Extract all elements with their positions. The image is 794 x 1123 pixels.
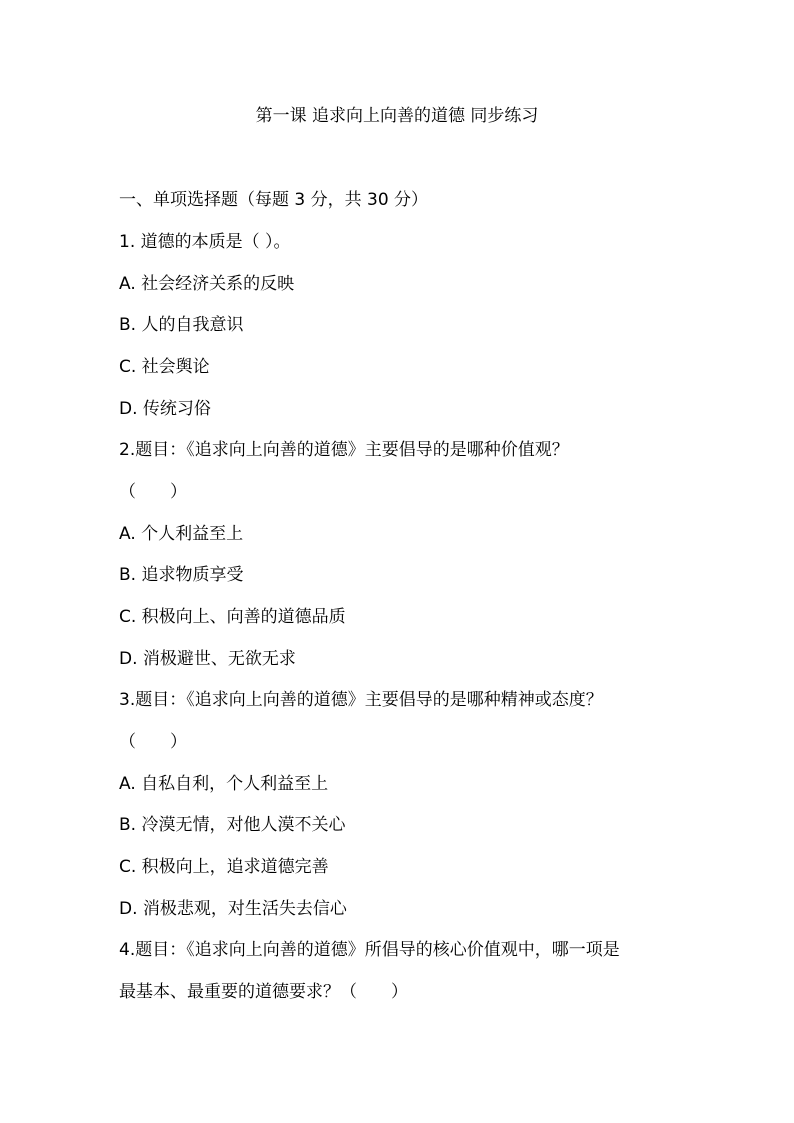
question-4-stem-continuation: 最基本、最重要的道德要求？（ ）	[119, 982, 408, 1002]
question-2-option-d: D. 消极避世、无欲无求	[119, 649, 296, 669]
question-3-stem: 3.题目：《追求向上向善的道德》主要倡导的是哪种精神或态度？	[119, 690, 603, 710]
question-3-option-b: B. 冷漠无情，对他人漠不关心	[119, 815, 346, 835]
question-2-option-b: B. 追求物质享受	[119, 565, 244, 585]
document-title: 第一课 追求向上向善的道德 同步练习	[255, 106, 539, 126]
question-2-option-c: C. 积极向上、向善的道德品质	[119, 607, 346, 627]
question-1-option-d: D. 传统习俗	[119, 399, 211, 419]
question-3-option-c: C. 积极向上，追求道德完善	[119, 857, 329, 877]
question-3-option-d: D. 消极悲观，对生活失去信心	[119, 899, 347, 919]
question-2-stem-continuation: （ ）	[119, 482, 187, 502]
question-1-option-c: C. 社会舆论	[119, 357, 210, 377]
question-1-option-b: B. 人的自我意识	[119, 315, 244, 335]
question-3-option-a: A. 自私自利，个人利益至上	[119, 774, 329, 794]
question-1-stem: 1. 道德的本质是（ ）。	[119, 232, 291, 252]
question-3-stem-continuation: （ ）	[119, 732, 187, 752]
question-2-option-a: A. 个人利益至上	[119, 524, 244, 544]
question-4-stem: 4.题目：《追求向上向善的道德》所倡导的核心价值观中，哪一项是	[119, 940, 620, 960]
question-1-option-a: A. 社会经济关系的反映	[119, 274, 295, 294]
section-heading: 一、单项选择题（每题 3 分，共 30 分）	[119, 190, 429, 210]
question-2-stem: 2.题目：《追求向上向善的道德》主要倡导的是哪种价值观？	[119, 440, 569, 460]
